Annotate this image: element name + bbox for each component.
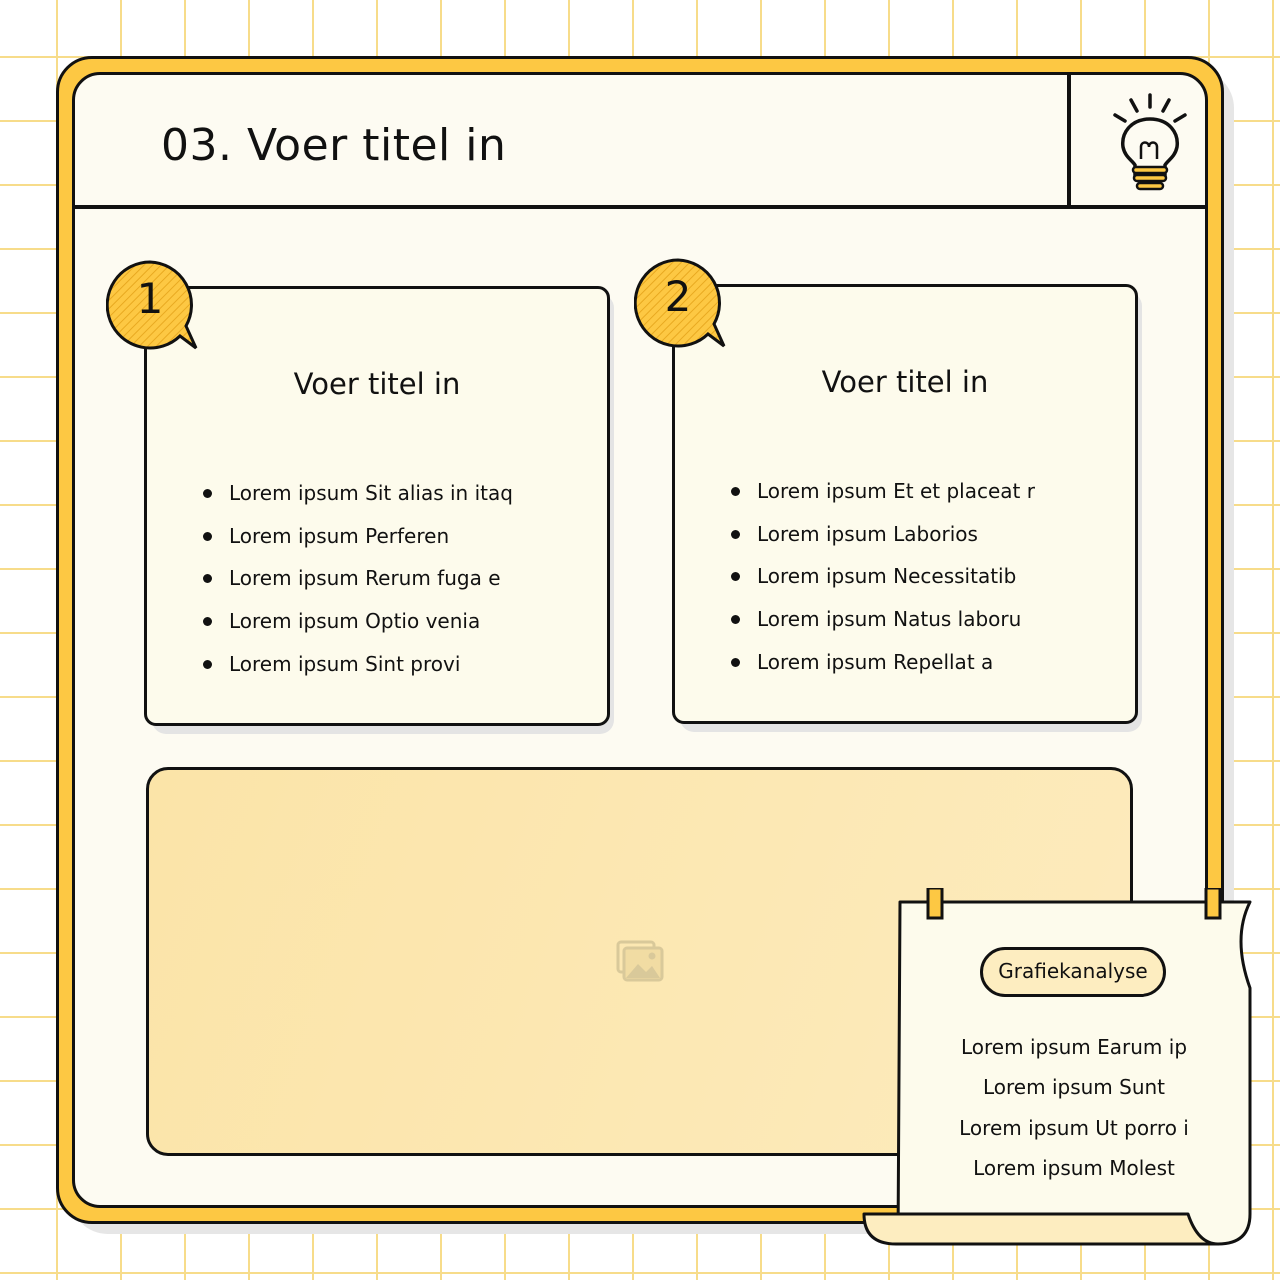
note-text xyxy=(906,1030,1242,1191)
list-item: Lorem ipsum Rerum fuga e xyxy=(203,564,513,607)
list-item: Lorem ipsum Repellat a xyxy=(731,648,1035,691)
list-item: Lorem ipsum Optio venia xyxy=(203,607,513,650)
list-item: Lorem ipsum Et et placeat r xyxy=(731,477,1035,520)
note-line: Lorem ipsum Molest xyxy=(973,1155,1175,1180)
image-placeholder-icon xyxy=(616,938,664,984)
note-line: Lorem ipsum Earum ip xyxy=(960,1035,1188,1059)
list-item: Lorem ipsum Necessitatib xyxy=(731,562,1035,605)
card-title: Voer titel in xyxy=(821,365,989,399)
list-item: Lorem ipsum Natus laboru xyxy=(731,605,1035,648)
card-title: Voer titel in xyxy=(293,367,461,401)
list-item: Lorem ipsum Perferen xyxy=(203,522,513,565)
header-divider xyxy=(75,205,1205,209)
card-list xyxy=(731,477,1035,690)
lightbulb-icon xyxy=(1101,89,1203,193)
number-badge-1 xyxy=(106,260,200,354)
note-line: Lorem ipsum Sunt xyxy=(982,1075,1166,1100)
card-2 xyxy=(672,284,1138,724)
badge-number: 2 xyxy=(664,272,692,321)
card-1 xyxy=(144,286,610,726)
page-title: 03. Voer titel in xyxy=(161,120,507,171)
card-list xyxy=(203,479,513,692)
list-item: Lorem ipsum Sit alias in itaq xyxy=(203,479,513,522)
list-item: Lorem ipsum Sint provi xyxy=(203,650,513,693)
header-divider-vertical xyxy=(1067,75,1071,209)
number-badge-2 xyxy=(634,258,728,352)
badge-number: 1 xyxy=(136,274,164,323)
note-line: Lorem ipsum Ut porro i xyxy=(959,1115,1189,1140)
note-label: Grafiekanalyse xyxy=(980,947,1166,997)
list-item: Lorem ipsum Laborios xyxy=(731,520,1035,563)
